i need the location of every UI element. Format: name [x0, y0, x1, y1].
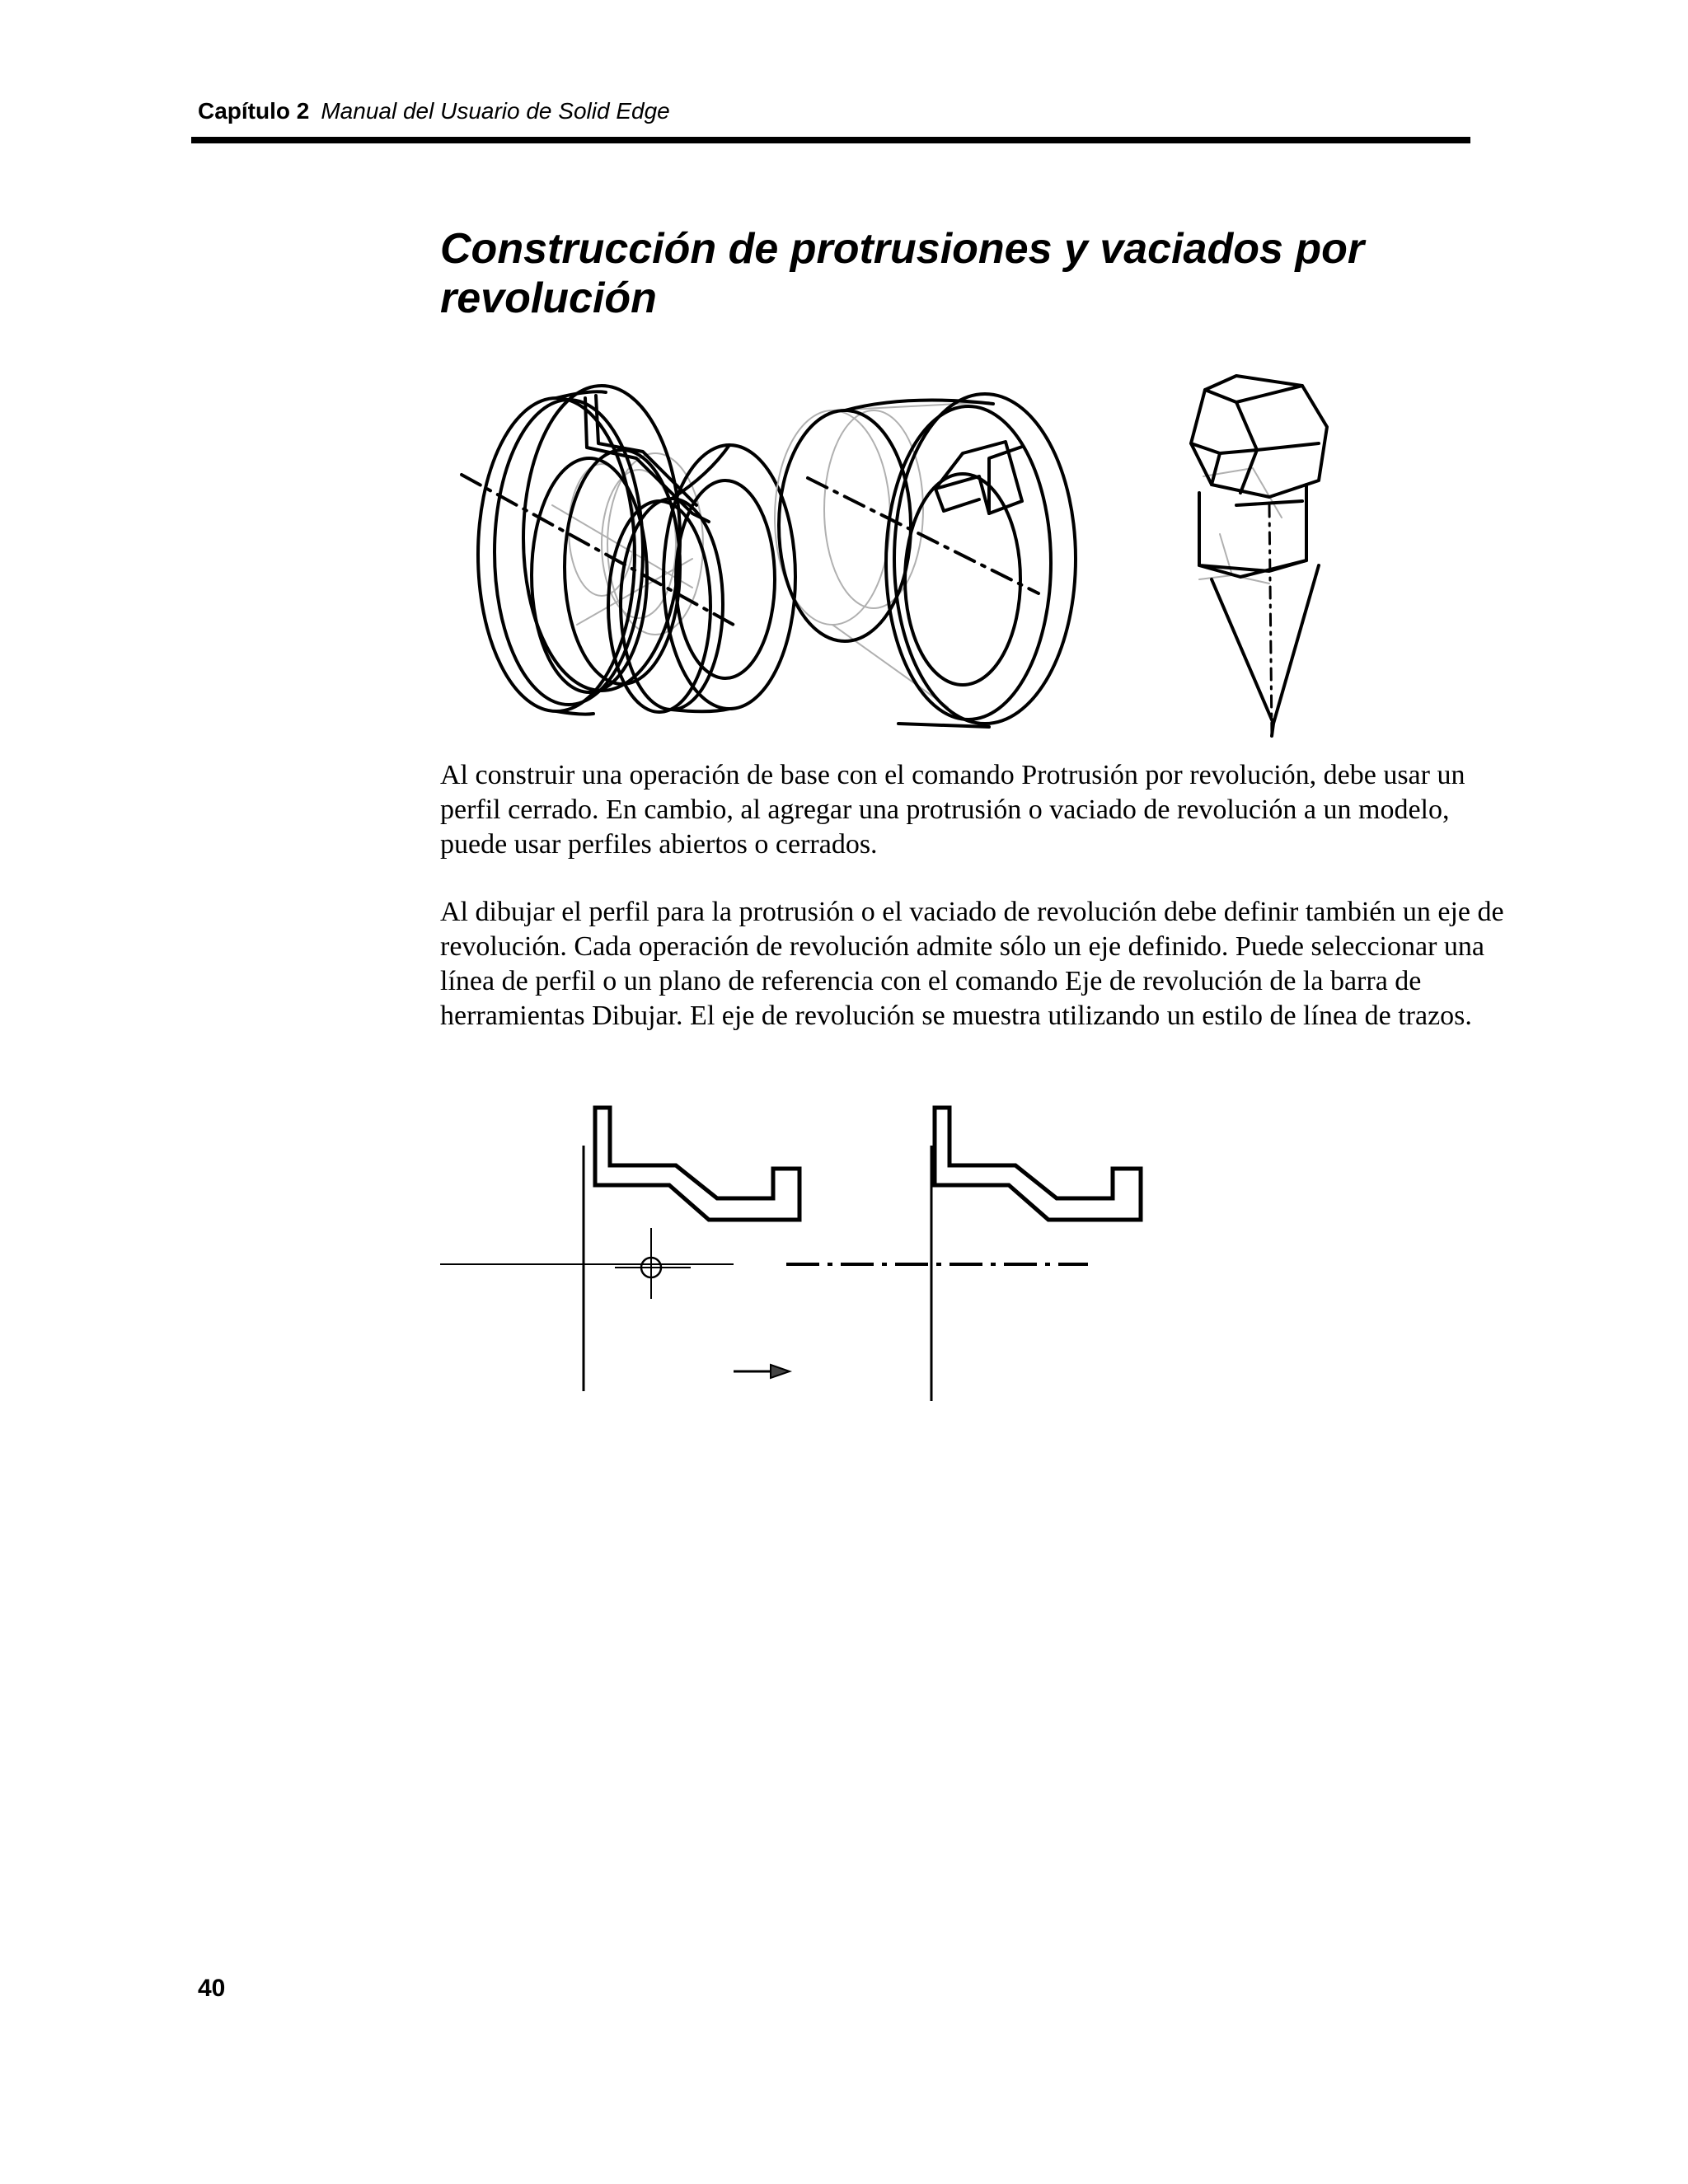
revolution-axis-illustration [437, 1096, 1146, 1401]
section-title: Construcción de protrusiones y vaciados por revolución [440, 225, 1365, 322]
chapter-label: Capítulo 2 [198, 98, 310, 124]
stepped-pulley-drawing [462, 386, 795, 715]
header-rule [191, 137, 1470, 143]
profile-before-axis [440, 1108, 799, 1391]
revolved-parts-illustration [445, 361, 1385, 740]
manual-title: Manual del Usuario de Solid Edge [321, 98, 670, 124]
profile-after-axis [786, 1108, 1141, 1401]
body-paragraph: Al dibujar el perfil para la protrusión o el vaciado de revolución debe definir también un eje de revolución. Cada operación de revolución admite sólo un eje definido. Puede seleccionar una línea de perfil o un plano de referencia con el comando Eje de revolución de la barra de herramientas Dibujar. El eje de revolución se muestra utilizando un estilo de línea de trazos. [440, 897, 1504, 1031]
hex-bolt-drawing [1191, 376, 1327, 736]
page-number: 40 [198, 1975, 226, 2002]
running-header [198, 97, 670, 125]
body-paragraph: Al construir una operación de base con el comando Protrusión por revolución, debe usar un perfil cerrado. En cambio, al agregar una protrusión o vaciado de revolución a un modelo, puede usar perfiles abiertos o cerrados. [440, 760, 1465, 860]
arrow-right-icon [734, 1365, 790, 1378]
keyed-bushing-drawing [775, 394, 1076, 727]
